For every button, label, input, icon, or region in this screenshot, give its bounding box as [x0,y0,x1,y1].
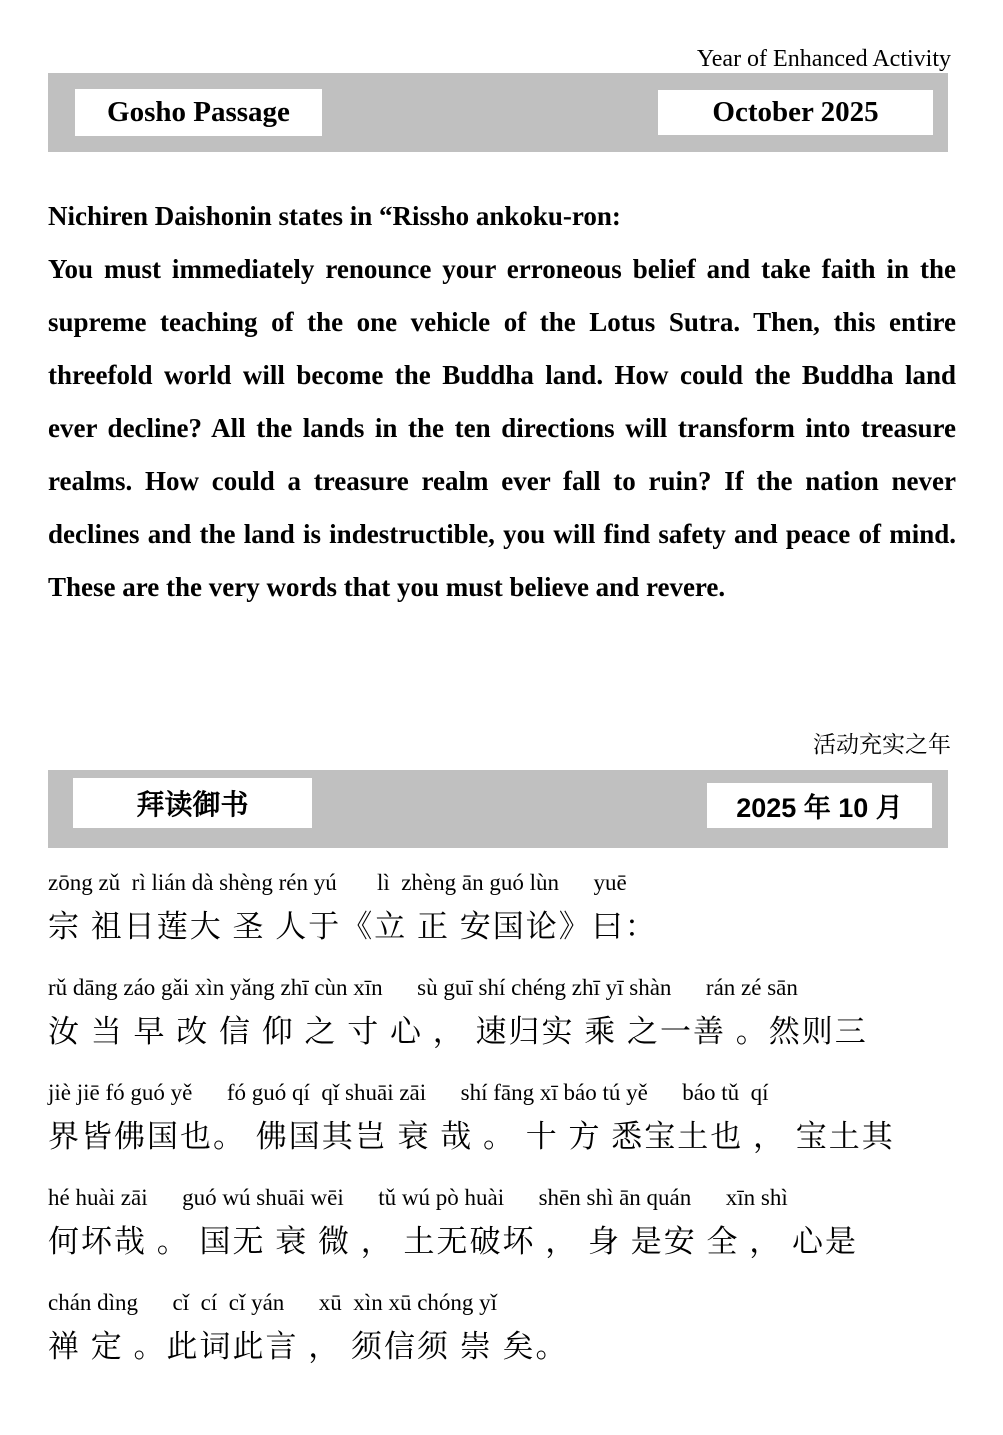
hanzi-text: 汝 当 早 改 信 仰 之 寸 心 ， 速归实 乘 之一善 。然则三 [48,1014,868,1049]
chinese-passage-line [48,1290,958,1366]
pinyin-text: chán dìng cǐ cí cǐ yán xū xìn xū chóng yǐ [48,1290,498,1315]
pinyin-text: rǔ dāng záo gǎi xìn yǎng zhī cùn xīn sù guī shí chéng zhī yī shàn rán zé sān [48,975,798,1000]
chinese-date-box [707,783,932,828]
chinese-passage-line [48,870,958,946]
chinese-passage-line [48,1080,958,1156]
english-header-banner [48,73,948,152]
chinese-title-label: 拜读御书 [136,789,249,820]
pinyin-text: zōng zǔ rì lián dà shèng rén yú lì zhèng ān guó lùn yuē [48,870,627,895]
english-date-box [658,90,933,135]
chinese-passage-line [48,1185,958,1261]
hanzi-text: 禅 定 。此词此言 ， 须信须 崇 矣。 [48,1329,569,1364]
hanzi-text: 界皆佛国也。 佛国其岂 衰 哉 。 十 方 悉宝土也 ， 宝土其 [48,1119,895,1154]
english-title-box [75,89,322,136]
year-slogan-chinese: 活动充实之年 [813,731,951,757]
english-date-label: October 2025 [712,96,879,128]
chinese-passage-line [48,975,958,1051]
chinese-date-label: 2025 年 10 月 [736,793,903,823]
english-title-label: Gosho Passage [107,96,290,128]
pinyin-text: jiè jiē fó guó yě fó guó qí qǐ shuāi zāi shí fāng xī báo tú yě báo tǔ qí [48,1080,769,1105]
passage-body-text: You must immediately renounce your erroneous belief and take faith in the supreme teaching of the one vehicle of the Lotus Sutra. Then, this entire threefold world will become the Buddha land. How could the Buddha land ever decline? All the lands in the ten directions will transform into treasure realms. How could a treasure realm ever fall to ruin? If the nation never declines and the land is indestructible, you will find safety and peace of mind. These are the very words that you must believe and revere. [48,254,956,602]
passage-intro-line: Nichiren Daishonin states in “Rissho ankoku-ron: [48,201,621,231]
chinese-title-box [73,778,312,828]
chinese-header-banner [48,770,948,848]
pinyin-text: hé huài zāi guó wú shuāi wēi tǔ wú pò huài shēn shì ān quán xīn shì [48,1185,788,1210]
english-passage [48,190,956,614]
year-slogan-english: Year of Enhanced Activity [696,46,951,72]
hanzi-text: 宗 祖日莲大 圣 人于《立 正 安国论》曰： [48,909,658,944]
hanzi-text: 何坏哉 。 国无 衰 微 ， 土无破坏 ， 身 是安 全 ， 心是 [48,1224,858,1259]
